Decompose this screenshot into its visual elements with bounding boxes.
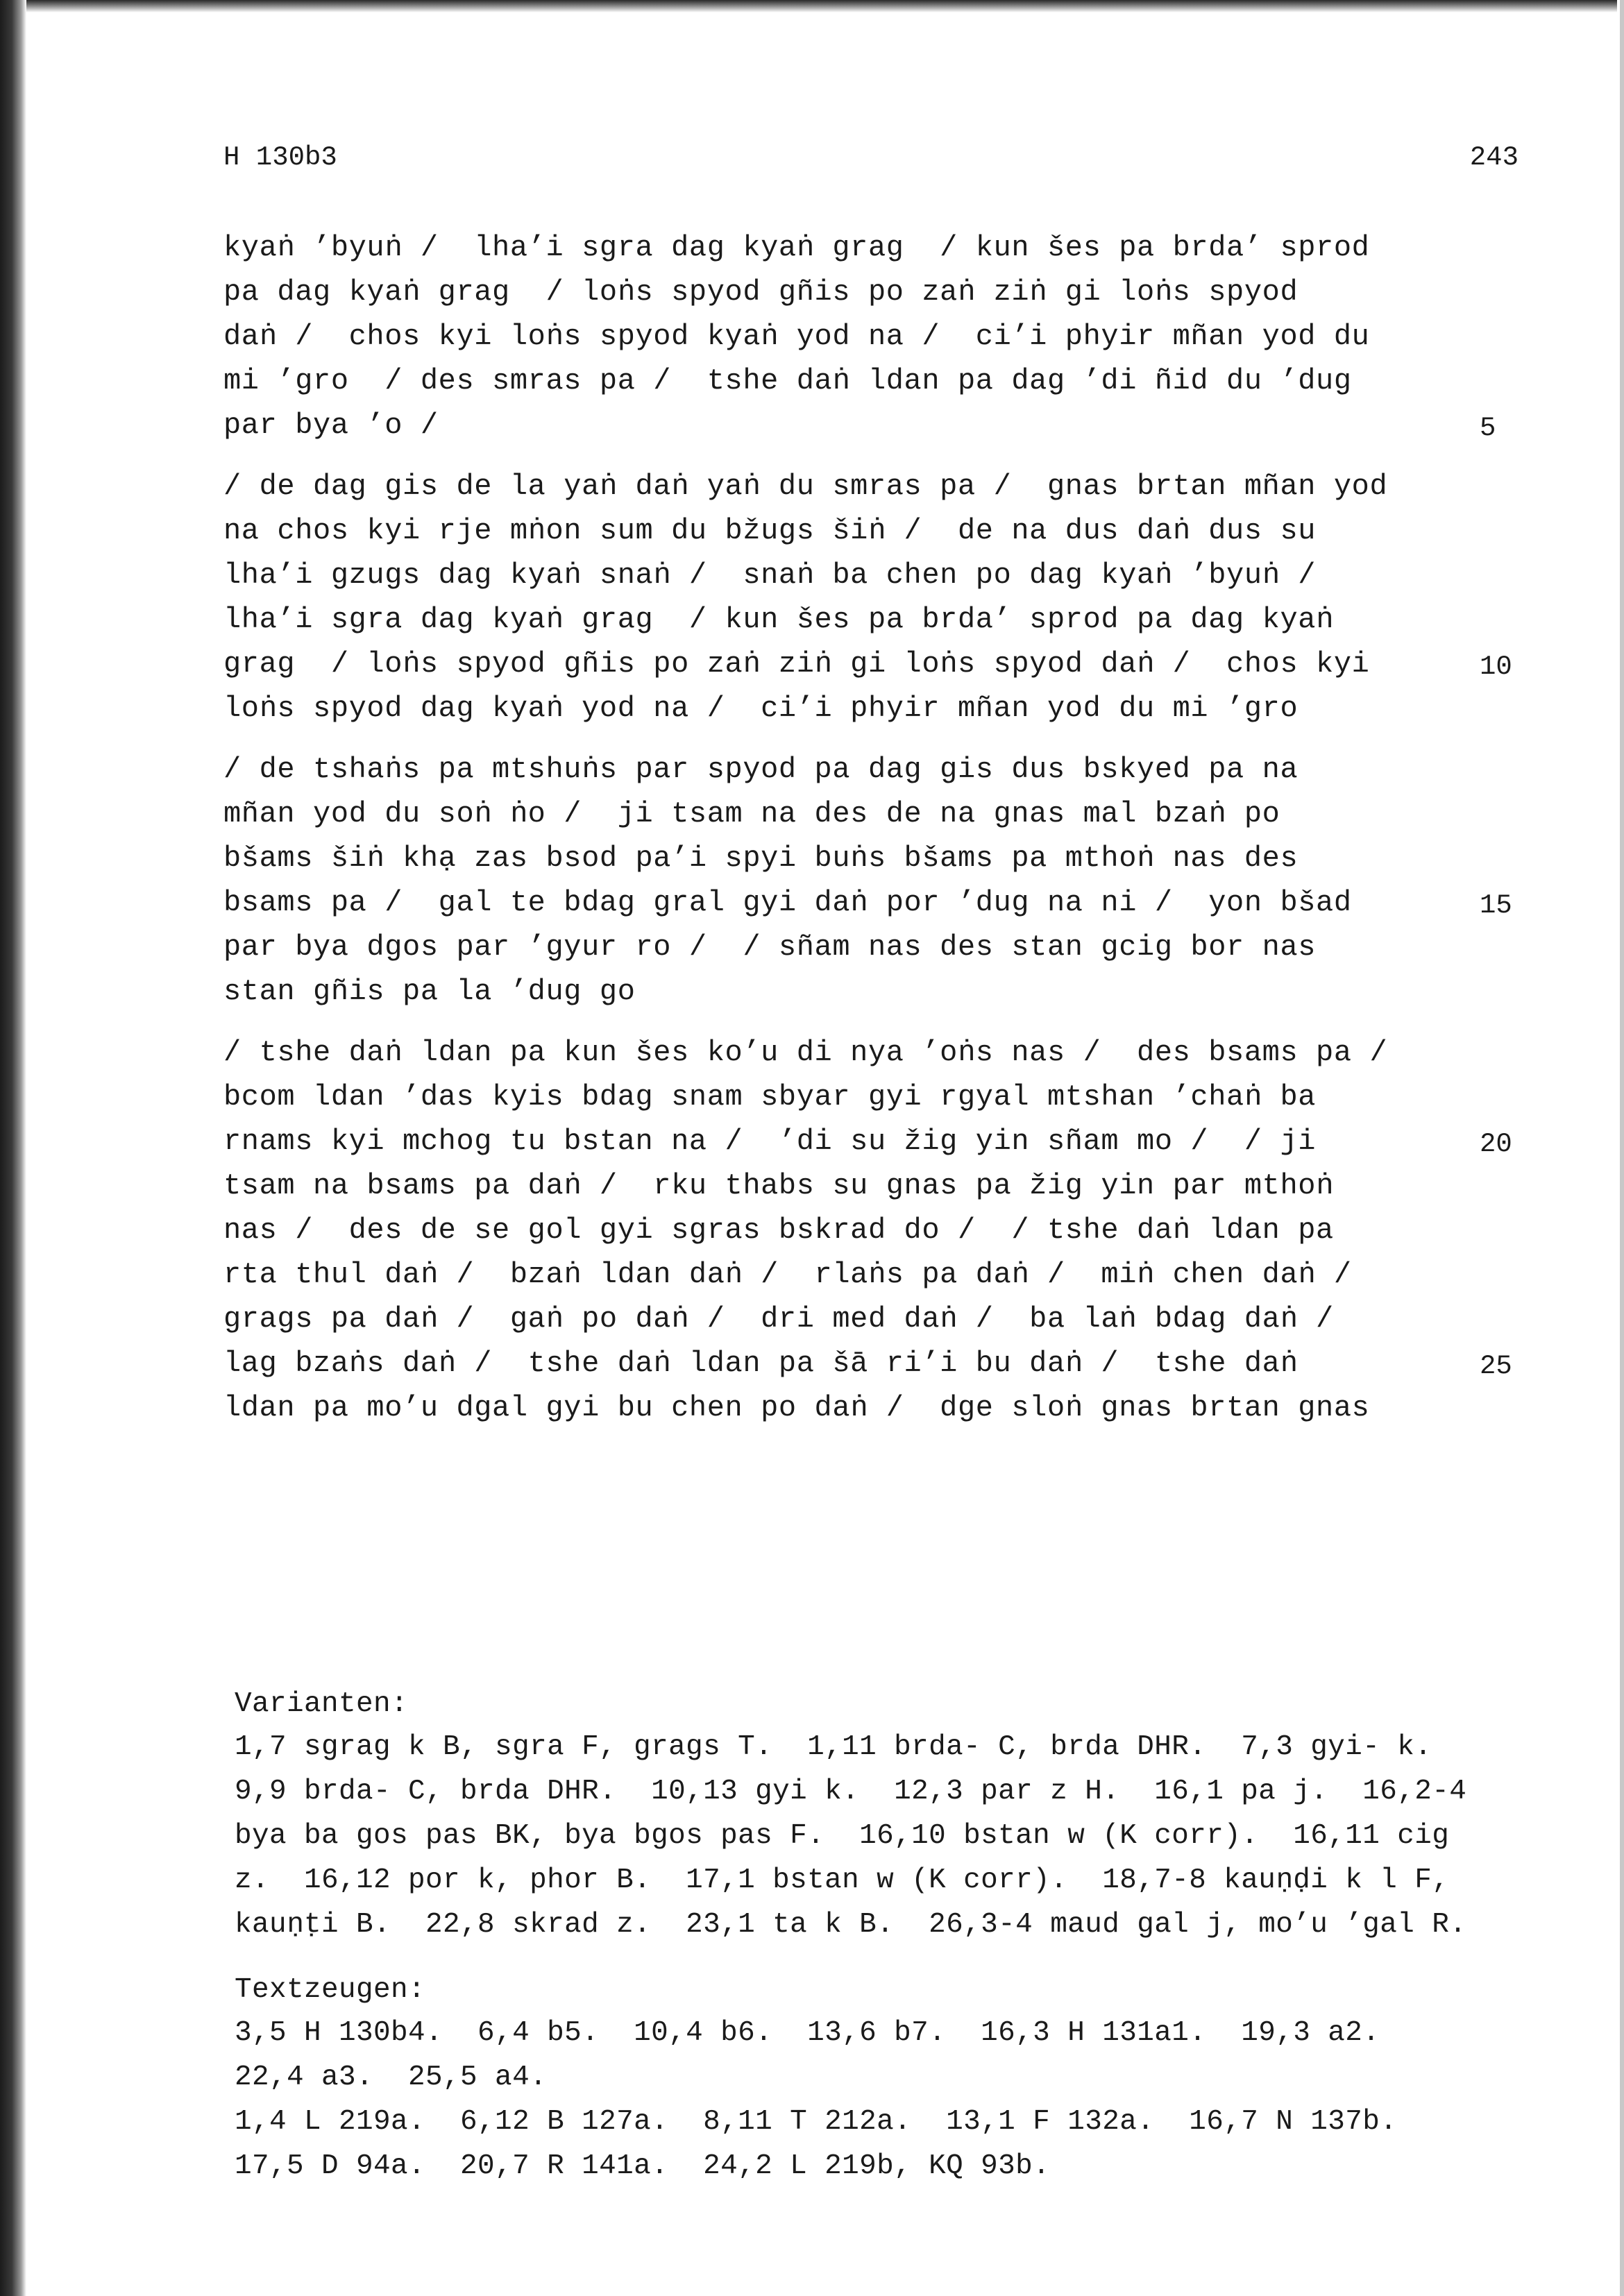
text-line: mi ’gro / des smras pa / tshe daṅ ldan pa dag ’di ñid du ’dug	[223, 364, 1352, 398]
text-line: rnams kyi mchog tu bstan na / ’di su žig yin sñam mo / / ji	[223, 1125, 1317, 1158]
textzeugen-heading: Textzeugen:	[235, 1974, 426, 2006]
witness-line: 22,4 a3. 25,5 a4.	[235, 2061, 548, 2093]
text-line: par bya dgos par ’gyur ro / / sñam nas des stan gcig bor nas	[223, 930, 1317, 964]
text-line: pa dag kyaṅ grag / loṅs spyod gñis po zaṅ ziṅ gi loṅs spyod	[223, 275, 1299, 309]
text-line: bšams šiṅ khạ zas bsod pa’i spyi buṅs bšams pa mthoṅ nas des	[223, 842, 1299, 875]
variant-line: bya ba gos pas BK, bya bgos pas F. 16,10 bstan w (K corr). 16,11 cig	[235, 1820, 1450, 1852]
text-line: grags pa daṅ / gaṅ po daṅ / dri med daṅ / ba laṅ bdag daṅ /	[223, 1302, 1334, 1336]
variant-line: 9,9 brda- C, brda DHR. 10,13 gyi k. 12,3 par z H. 16,1 pa j. 16,2-4	[235, 1776, 1467, 1808]
variant-line: 1,7 sgrag k B, sgra F, grags T. 1,11 brda- C, brda DHR. 7,3 gyi- k.	[235, 1731, 1432, 1763]
text-line: par bya ’o /	[223, 409, 439, 442]
variant-line: z. 16,12 por k, phor B. 17,1 bstan w (K corr). 18,7-8 kauṇḍi k l F,	[235, 1864, 1450, 1896]
witness-line: 1,4 L 219a. 6,12 B 127a. 8,11 T 212a. 13,1 F 132a. 16,7 N 137b.	[235, 2106, 1398, 2138]
text-line: lha’i gzugs dag kyaṅ snaṅ / snaṅ ba chen po dag kyaṅ ’byuṅ /	[223, 559, 1317, 592]
text-line: daṅ / chos kyi loṅs spyod kyaṅ yod na / ci’i phyir mñan yod du	[223, 320, 1370, 353]
line-number: 5	[1480, 413, 1496, 443]
text-line: grag / loṅs spyod gñis po zaṅ ziṅ gi loṅs spyod daṅ / chos kyi	[223, 647, 1370, 681]
line-number: 20	[1480, 1129, 1512, 1159]
text-line: bcom ldan ’das kyis bdag snam sbyar gyi rgyal mtshan ’chaṅ ba	[223, 1080, 1317, 1114]
witness-line: 3,5 H 130b4. 6,4 b5. 10,4 b6. 13,6 b7. 16,3 H 131a1. 19,3 a2.	[235, 2017, 1380, 2049]
page-number: 243	[1469, 142, 1519, 173]
text-line: rta thul daṅ / bzaṅ ldan daṅ / rlaṅs pa daṅ / miṅ chen daṅ /	[223, 1258, 1352, 1291]
text-line: loṅs spyod dag kyaṅ yod na / ci’i phyir mñan yod du mi ’gro	[223, 692, 1299, 725]
text-line: / de dag gis de la yaṅ daṅ yaṅ du smras pa / gnas brtan mñan yod	[223, 470, 1388, 503]
line-number: 10	[1480, 652, 1512, 682]
text-line: na chos kyi rje mṅon sum du bžugs šiṅ / de na dus daṅ dus su	[223, 514, 1317, 547]
text-line: tsam na bsams pa daṅ / rku thabs su gnas pa žig yin par mthoṅ	[223, 1169, 1334, 1202]
variant-line: kauṇṭi B. 22,8 skrad z. 23,1 ta k B. 26,3-4 maud gal j, mo’u ’gal R.	[235, 1909, 1467, 1941]
line-number: 25	[1480, 1351, 1512, 1381]
text-line: nas / des de se gol gyi sgras bskrad do / / tshe daṅ ldan pa	[223, 1214, 1334, 1247]
text-line: / de tshaṅs pa mtshuṅs par spyod pa dag gis dus bskyed pa na	[223, 753, 1299, 786]
varianten-heading: Varianten:	[235, 1688, 409, 1720]
text-line: lag bzaṅs daṅ / tshe daṅ ldan pa šā ri’i bu daṅ / tshe daṅ	[223, 1347, 1299, 1380]
text-line: bsams pa / gal te bdag gral gyi daṅ por ’dug na ni / yon bšad	[223, 886, 1352, 919]
text-line: lha’i sgra dag kyaṅ grag / kun šes pa brda’ sprod pa dag kyaṅ	[223, 603, 1334, 636]
text-line: stan gñis pa la ’dug go	[223, 975, 636, 1008]
line-number: 15	[1480, 890, 1512, 921]
text-line: ldan pa mo’u dgal gyi bu chen po daṅ / dge sloṅ gnas brtan gnas	[223, 1391, 1370, 1425]
text-line: / tshe daṅ ldan pa kun šes ko’u di nya ’oṅs nas / des bsams pa /	[223, 1036, 1388, 1069]
running-header: H 130b3	[223, 142, 337, 173]
text-line: kyaṅ ’byuṅ / lha’i sgra dag kyaṅ grag / kun šes pa brda’ sprod	[223, 231, 1370, 264]
witness-line: 17,5 D 94a. 20,7 R 141a. 24,2 L 219b, KQ 93b.	[235, 2150, 1051, 2182]
text-line: mñan yod du soṅ ṅo / ji tsam na des de na gnas mal bzaṅ po	[223, 797, 1280, 831]
